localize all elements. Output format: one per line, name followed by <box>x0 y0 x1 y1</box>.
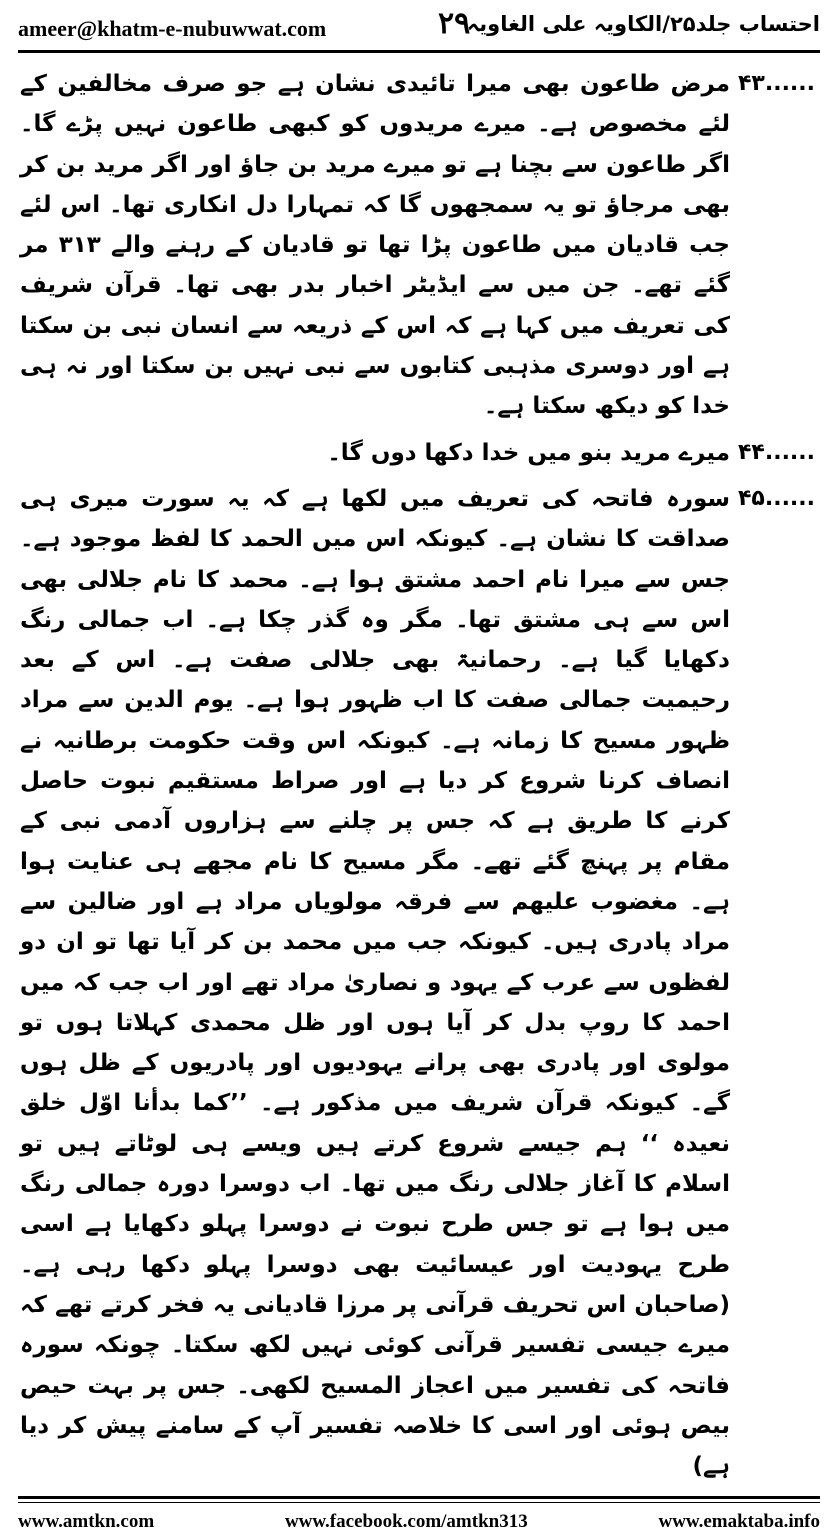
entry-text: سورہ فاتحہ کی تعریف میں لکھا ہے کہ یہ سورت میری ہی صداقت کا نشان ہے۔ کیونکہ اس میں الحمد کا لفظ موجود ہے۔ جس سے میرا نام احمد مشتق ہوا ہے۔ محمد کا نام جلالی بھی اس سے ہی مشتق تھا۔ مگر وہ گذر چکا ہے۔ اب جمالی رنگ دکھایا گیا ہے۔ رحمانیۃ بھی جلالی صفت ہے۔ اس کے بعد رحیمیت جمالی صفت کا اب ظہور ہوا ہے۔ یوم الدین سے مراد ظہور مسیح کا زمانہ ہے۔ کیونکہ اس وقت حکومت برطانیہ نے انصاف کرنا شروع کر دیا ہے اور صراط مستقیم نبوت حاصل کرنے کا طریق ہے کہ جس پر چلنے سے ہزاروں آدمی نبی کے مقام پر پہنچ گئے تھے۔ مگر مسیح کا نام مجھے ہی عنایت ہوا ہے۔ مغضوب علیھم سے فرقہ مولویاں مراد ہے اور ضالین سے مراد پادری ہیں۔ کیونکہ جب میں محمد بن کر آیا تھا تو ان دو لفظوں سے عرب کے یہود و نصاریٰ مراد تھے اور اب جب کہ میں احمد کا روپ بدل کر آیا ہوں اور ظل محمدی کہلاتا ہوں تو مولوی اور پادری بھی پرانے یہودیوں اور پادریوں کے ظل ہوں گے۔ کیونکہ قرآن شریف میں مذکور ہے۔ ’’کما بدأنا اوّل خلق نعیدہ ‘‘ ہم جیسے شروع کرتے ہیں ویسے ہی لوٹاتے ہیں تو اسلام کا آغاز جلالی رنگ میں تھا۔ اب دوسرا دورہ جمالی رنگ میں ہوا ہے تو جس طرح نبوت نے دوسرا پہلو دکھایا ہے اسی طرح یہودیت اور عیسائیت بھی دوسرا پہلو دکھا رہی ہے۔ (صاحبان اس تحریف قرآنی پر مرزا قادیانی یہ فخر کرتے تھے کہ میرے جیسی تفسیر قرآنی کوئی نہیں لکھ سکتا۔ چونکہ سورہ فاتحہ کی تفسیر میں اعجاز المسیح لکھی۔ جس پر بہت حیص بیص ہوئی اور اسی کا خلاصہ تفسیر آپ کے سامنے پیش کر دیا ہے) <box>20 485 730 1480</box>
footer-link-amtkn[interactable]: www.amtkn.com <box>18 1511 155 1532</box>
page-footer <box>18 1508 820 1536</box>
footer-link-emaktaba[interactable]: www.emaktaba.info <box>658 1511 820 1532</box>
footer-link-facebook[interactable]: www.facebook.com/amtkn313 <box>284 1511 528 1532</box>
entry-44 <box>20 433 818 473</box>
entry-text: میرے مرید بنو میں خدا دکھا دوں گا۔ <box>327 439 730 466</box>
page-header <box>18 6 820 46</box>
footer-rule <box>18 1496 820 1499</box>
header-title: احتساب جلد۲۵/الکاویہ علی الغاویہ <box>466 12 820 36</box>
header-email: ameer@khatm-e-nubuwwat.com <box>18 16 327 41</box>
entry-number: ۴۵...... <box>738 485 815 511</box>
entry-43 <box>20 64 818 427</box>
page-number: ۲۹ <box>438 6 471 41</box>
entry-number: ۴۴...... <box>738 439 815 465</box>
footer-rule-thin <box>18 1502 820 1503</box>
entry-45 <box>20 479 818 1486</box>
header-rule <box>18 50 820 53</box>
entry-text: مرض طاعون بھی میرا تائیدی نشان ہے جو صرف مخالفین کے لئے مخصوص ہے۔ میرے مریدوں کو کبھی طاعون نہیں پڑے گا۔ اگر طاعون سے بچنا ہے تو میرے مرید بن جاؤ اور اگر مرید بن کر بھی مرجاؤ تو یہ سمجھوں گا کہ تمہارا دل انکاری تھا۔ اس لئے جب قادیان میں طاعون پڑا تھا تو قادیان کے رہنے والے ۳۱۳ مر گئے تھے۔ جن میں سے ایڈیٹر اخبار بدر بھی تھا۔ قرآن شریف کی تعریف میں کہا ہے کہ اس کے ذریعہ سے انسان نبی بن سکتا ہے اور دوسری مذہبی کتابوں سے نبی نہیں بن سکتا اور نہ ہی خدا کو دیکھ سکتا ہے۔ <box>20 71 730 420</box>
page-content <box>20 58 818 1480</box>
entry-number: ۴۳...... <box>738 71 815 96</box>
